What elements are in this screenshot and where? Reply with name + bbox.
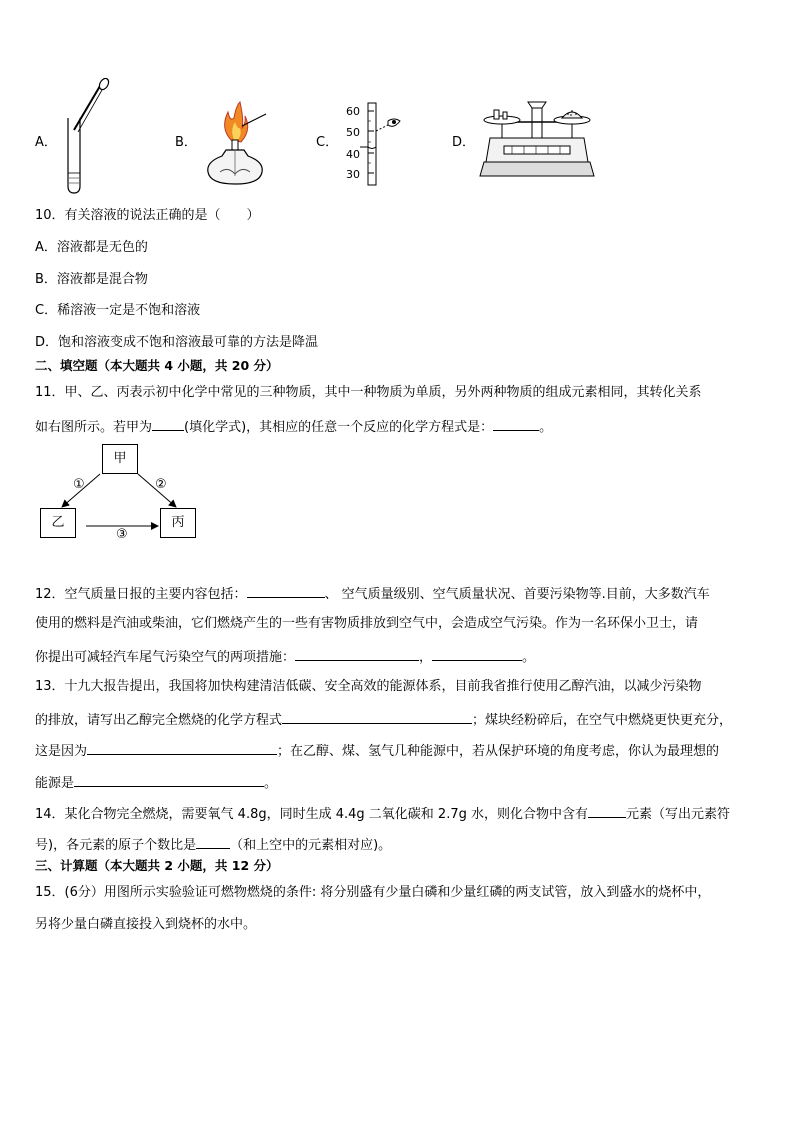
q12-blank-measure2[interactable] [432,646,522,661]
q15-line1: 15．(6分）用图所示实验验证可燃物燃烧的条件: 将分别盛有少量白磷和少量红磷的两支试管，放入到盛水的烧杯中， [35,885,711,900]
section2-heading: 二、填空题（本大题共 4 小题，共 20 分） [35,358,279,373]
q13-blank-reason[interactable] [87,740,277,755]
q10-stem: 10．有关溶液的说法正确的是（ ） [35,208,260,223]
section3-heading: 三、计算题（本大题共 2 小题，共 12 分） [35,858,279,873]
q12-text-e: 。 [522,650,536,665]
tick-60: 60 [346,105,360,118]
q12-blank-measure1[interactable] [295,646,419,661]
q13-line1: 13．十九大报告提出，我国将加快构建清洁低碳、安全高效的能源体系，目前我省推行使用乙醇汽油，以减少污染物 [35,679,702,694]
q11-blank-formula[interactable] [152,416,184,431]
balance-scale-image [478,96,596,182]
q11-line2 [35,416,552,437]
option-b-label: B． [175,135,197,150]
q10-option-d: D．饱和溶液变成不饱和溶液最可靠的方法是降温 [35,335,319,350]
q11-blank-equation[interactable] [493,416,539,431]
alcohol-lamp-image [198,100,268,190]
diagram-box-yi: 乙 [40,508,76,538]
q14-text-a: 14．某化合物完全燃烧，需要氧气 4.8g，同时生成 4.4g 二氧化碳和 2.7g 水，则化合物中含有 [35,807,588,822]
graduated-cylinder-image [338,101,408,187]
arrow-label-1: ① [73,477,85,492]
tick-40: 40 [346,148,360,161]
q14-line2 [35,834,391,855]
diagram-box-jia: 甲 [102,444,138,474]
q10-option-b: B．溶液都是混合物 [35,272,148,287]
tick-50: 50 [346,126,360,139]
q14-blank-elements[interactable] [588,803,626,818]
test-tube-dropper-image [60,78,110,196]
q13-text-a: 的排放，请写出乙醇完全燃烧的化学方程式 [35,713,283,728]
diagram-box-bing: 丙 [160,508,196,538]
q11-text-b: (填化学式)，其相应的任意一个反应的化学方程式是： [184,420,494,435]
q12-text-d: ， [419,650,433,665]
q13-line2 [35,709,732,730]
q12-blank-content[interactable] [247,583,325,598]
option-a-label: A． [35,135,57,150]
q13-blank-equation[interactable] [282,709,472,724]
q14-blank-ratio[interactable] [196,834,230,849]
q13-line3 [35,740,719,761]
arrow-label-3: ③ [116,527,128,542]
tick-30: 30 [346,168,360,181]
arrow-label-2: ② [155,477,167,492]
q13-blank-energy[interactable] [74,772,264,787]
q12-text-a: 12．空气质量日报的主要内容包括： [35,587,247,602]
q10-option-a: A．溶液都是无色的 [35,240,148,255]
q11-text-a: 如右图所示。若甲为 [35,420,153,435]
q12-line3 [35,646,535,667]
q15-line2: 另将少量白磷直接投入到烧杯的水中。 [35,917,257,932]
q11-line1: 11．甲、乙、丙表示初中化学中常见的三种物质，其中一种物质为单质，另外两种物质的组成元素相同，其转化关系 [35,385,702,400]
q12-text-c: 你提出可减轻汽车尾气污染空气的两项措施： [35,650,296,665]
q12-line2: 使用的燃料是汽油或柴油，它们燃烧产生的一些有害物质排放到空气中，会造成空气污染。作为一名环保小卫士，请 [35,616,699,631]
option-d-label: D． [452,135,476,150]
q14-line1 [35,803,730,824]
q14-text-c: 号)，各元素的原子个数比是 [35,838,197,853]
q13-text-c: 这是因为 [35,744,88,759]
q14-text-d: （和上空中的元素相对应)。 [230,838,392,853]
q12-line1 [35,583,710,604]
q14-text-b: 元素（写出元素符 [625,807,730,822]
q11-text-c: 。 [539,420,553,435]
q13-text-b: ；煤块经粉碎后，在空气中燃烧更快更充分， [472,713,733,728]
q13-line4 [35,772,277,793]
option-c-label: C． [316,135,339,150]
q13-text-e: 能源是 [35,776,75,791]
q13-text-f: 。 [264,776,278,791]
q10-option-c: C．稀溶液一定是不饱和溶液 [35,303,201,318]
q12-text-b: 、 空气质量级别、空气质量状况、首要污染物等.目前，大多数汽车 [324,587,710,602]
q13-text-d: ；在乙醇、煤、氢气几种能源中，若从保护环境的角度考虑，你认为最理想的 [277,744,720,759]
